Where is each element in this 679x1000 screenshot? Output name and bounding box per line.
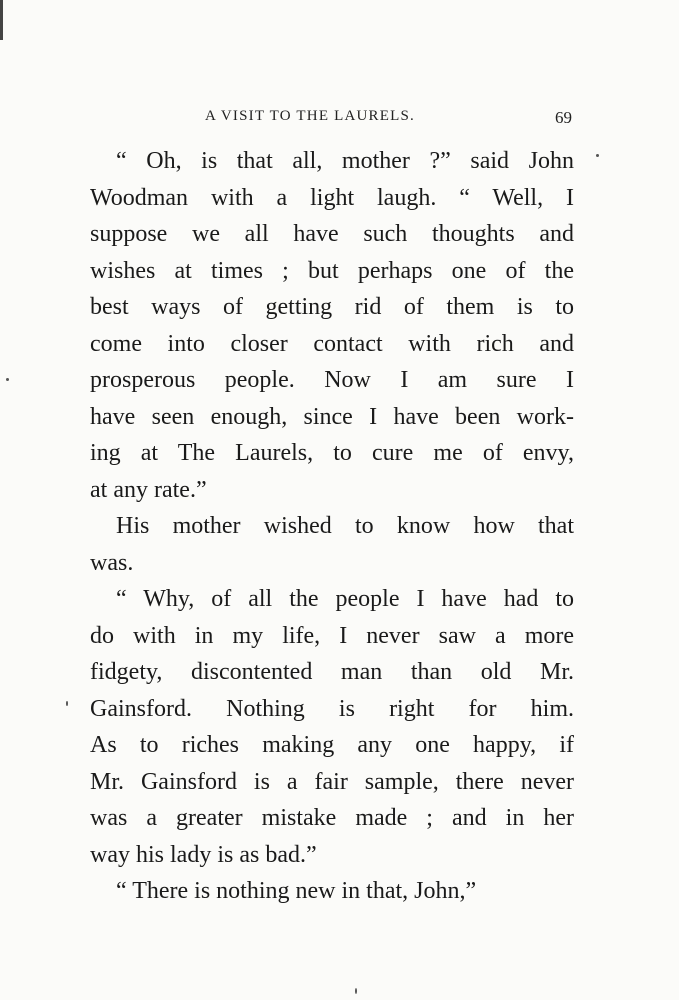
page-edge-mark	[0, 0, 3, 40]
text-line: “ There is nothing new in that, John,”	[116, 878, 477, 904]
text-line: wishes at times ; but perhaps one of the	[90, 257, 574, 284]
text-line: best ways of getting rid of them is to	[90, 294, 574, 320]
text-line: Mr. Gainsford is a fair sample, there never	[90, 768, 574, 795]
text-line: As to riches making any one happy, if	[90, 732, 574, 758]
text-line: have seen enough, since I have been work-	[90, 403, 574, 430]
scan-speck	[6, 378, 9, 381]
text-line: suppose we all have such thoughts and	[90, 221, 574, 247]
scan-speck	[355, 988, 357, 994]
text-line: Gainsford. Nothing is right for him.	[90, 695, 574, 722]
text-line: way his lady is as bad.”	[90, 841, 317, 868]
running-head: A VISIT TO THE LAURELS.	[205, 108, 415, 124]
text-line: was.	[90, 549, 134, 576]
text-line: at any rate.”	[90, 476, 207, 503]
page-header	[0, 108, 679, 132]
text-line: “ Oh, is that all, mother ?” said John	[116, 148, 574, 174]
text-line: was a greater mistake made ; and in her	[90, 805, 574, 831]
text-line: do with in my life, I never saw a more	[90, 622, 574, 649]
page-number: 69	[555, 108, 572, 127]
text-line: “ Why, of all the people I have had to	[116, 586, 574, 612]
body-text	[90, 143, 574, 910]
text-line: Woodman with a light laugh. “ Well, I	[90, 184, 574, 211]
text-line: come into closer contact with rich and	[90, 330, 574, 357]
text-line: prosperous people. Now I am sure I	[90, 367, 574, 393]
text-line: fidgety, discontented man than old Mr.	[90, 659, 574, 685]
text-line: His mother wished to know how that	[116, 513, 574, 539]
scan-speck	[596, 154, 599, 157]
text-line: ing at The Laurels, to cure me of envy,	[90, 440, 574, 466]
scan-speck	[66, 701, 68, 706]
